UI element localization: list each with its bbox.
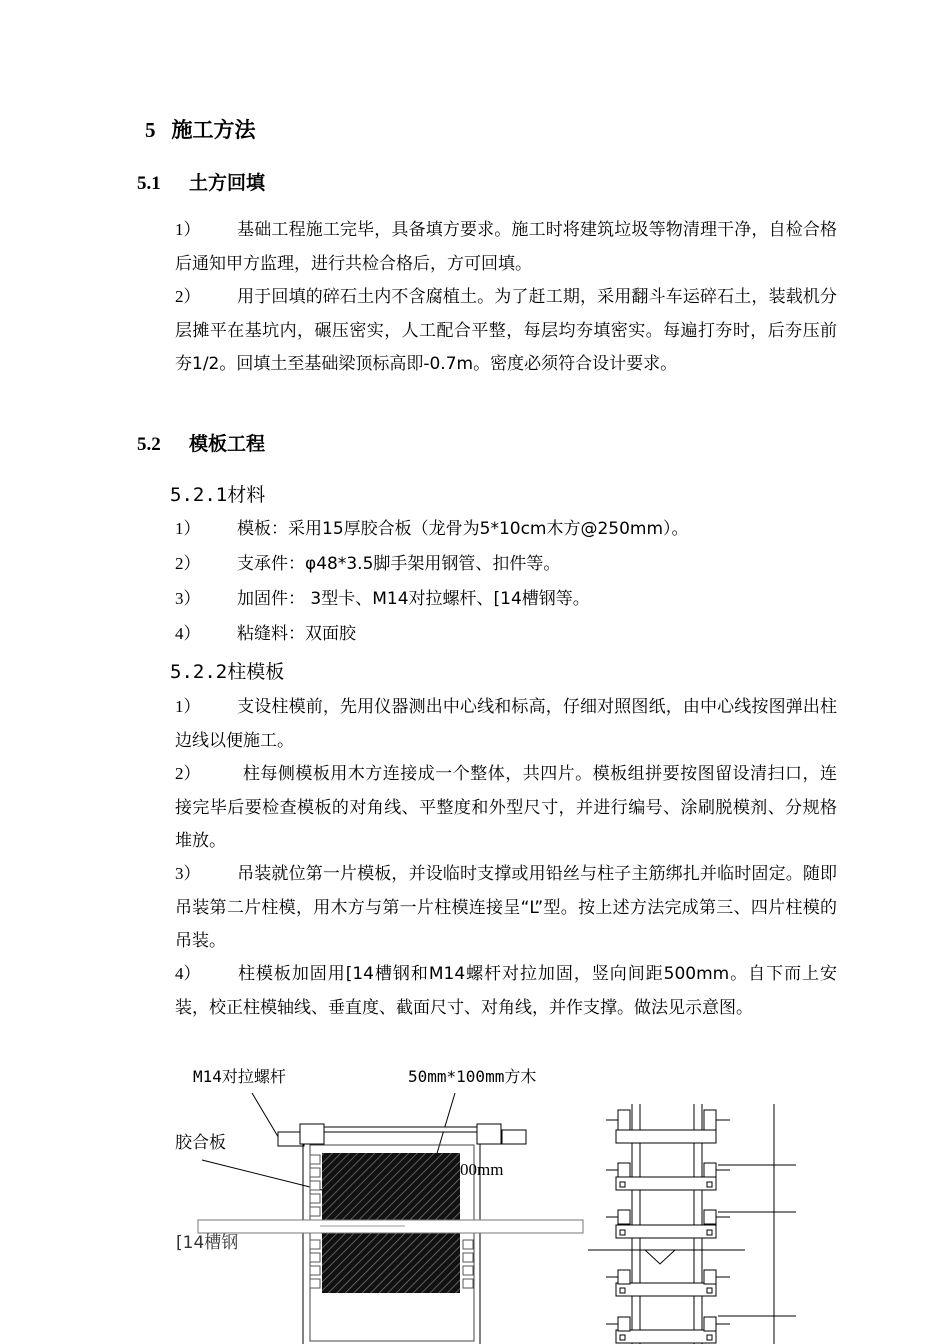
item-index: 4） <box>175 964 201 983</box>
label-bolt: M14对拉螺杆 <box>193 1067 286 1086</box>
column-section-upper <box>322 1153 460 1220</box>
bolt-leader-line <box>252 1093 280 1140</box>
item-text: 支设柱模前，先用仪器测出中心线和标高，仔细对照图纸，由中心线按图弹出柱边线以便施工。 <box>175 697 837 751</box>
item-text: 粘缝料：双面胶 <box>237 624 356 644</box>
item-index: 1） <box>175 519 201 538</box>
item-text: 用于回填的碎石土内不含腐植土。为了赶工期，采用翻斗车运碎石土，装载机分层摊平在基坑内，碾压密实，人工配合平整，每层均夯填密实。每遍打夯时，后夯压前夯1/2。回填土至基础梁顶标高即-0.7m。密度必须符合设计要求。 <box>175 287 837 374</box>
item-index: 3） <box>175 589 201 608</box>
item-index: 2） <box>175 554 201 573</box>
item-index: 1） <box>175 697 201 716</box>
item-text: 基础工程施工完毕，具备填方要求。施工时将建筑垃圾等物清理干净，自检合格后通知甲方监理，进行共检合格后，方可回填。 <box>175 220 837 274</box>
item-text: 吊装就位第一片模板，并设临时支撑或用铅丝与柱子主筋绑扎并临时固定。随即吊装第二片柱模，用木方与第一片柱模连接呈“L”型。按上述方法完成第三、四片柱模的吊装。 <box>175 864 837 951</box>
item-text: 柱模板加固用[14槽钢和M14螺杆对拉加固，竖向间距500mm。自下而上安装，校正柱模轴线、垂直度、截面尺寸、对角线，并作支撑。做法见示意图。 <box>175 964 837 1018</box>
label-plywood: 胶合板 <box>175 1133 226 1153</box>
section-title: 施工方法 <box>171 118 256 142</box>
label-timber: 50mm*100mm方木 <box>408 1067 537 1086</box>
subsection-title: 模板工程 <box>189 433 266 455</box>
item-text: 柱每侧模板用木方连接成一个整体，共四片。模板组拼要按图留设清扫口，连接完毕后要检查模板的对角线、平整度和外型尺寸，并进行编号、涂刷脱模剂、分规格堆放。 <box>175 764 837 851</box>
item-text: 支承件：φ48*3.5脚手架用钢管、扣件等。 <box>237 554 561 574</box>
subsubsection-heading-5-2-2: 5.2.2柱模板 <box>170 661 285 683</box>
item-index: 2） <box>175 764 201 783</box>
item-index: 2） <box>175 287 201 306</box>
right-clamp <box>477 1124 501 1144</box>
column-section-lower <box>322 1233 460 1293</box>
right-nut <box>502 1130 526 1144</box>
elevation-view <box>588 1104 796 1344</box>
subsection-number: 5.2 <box>137 434 161 455</box>
subsection-number: 5.1 <box>137 173 161 194</box>
item-index: 1） <box>175 220 201 239</box>
subsection-title: 土方回填 <box>189 172 266 194</box>
top-bolt <box>312 1127 494 1132</box>
left-clamp <box>300 1124 324 1144</box>
subsubsection-heading-5-2-1: 5.2.1材料 <box>170 484 266 506</box>
section-number: 5 <box>145 118 156 142</box>
item-index: 4） <box>175 624 201 643</box>
label-channel: [14槽钢 <box>176 1233 239 1253</box>
label-spacing: 00mm <box>460 1160 504 1179</box>
item-text: 加固件： 3型卡、M14对拉螺杆、[14槽钢等。 <box>237 589 590 609</box>
item-text: 模板：采用15厚胶合板（龙骨为5*10cm木方@250mm）。 <box>237 519 689 539</box>
plywood-leader-line <box>202 1160 322 1190</box>
item-index: 3） <box>175 864 201 883</box>
